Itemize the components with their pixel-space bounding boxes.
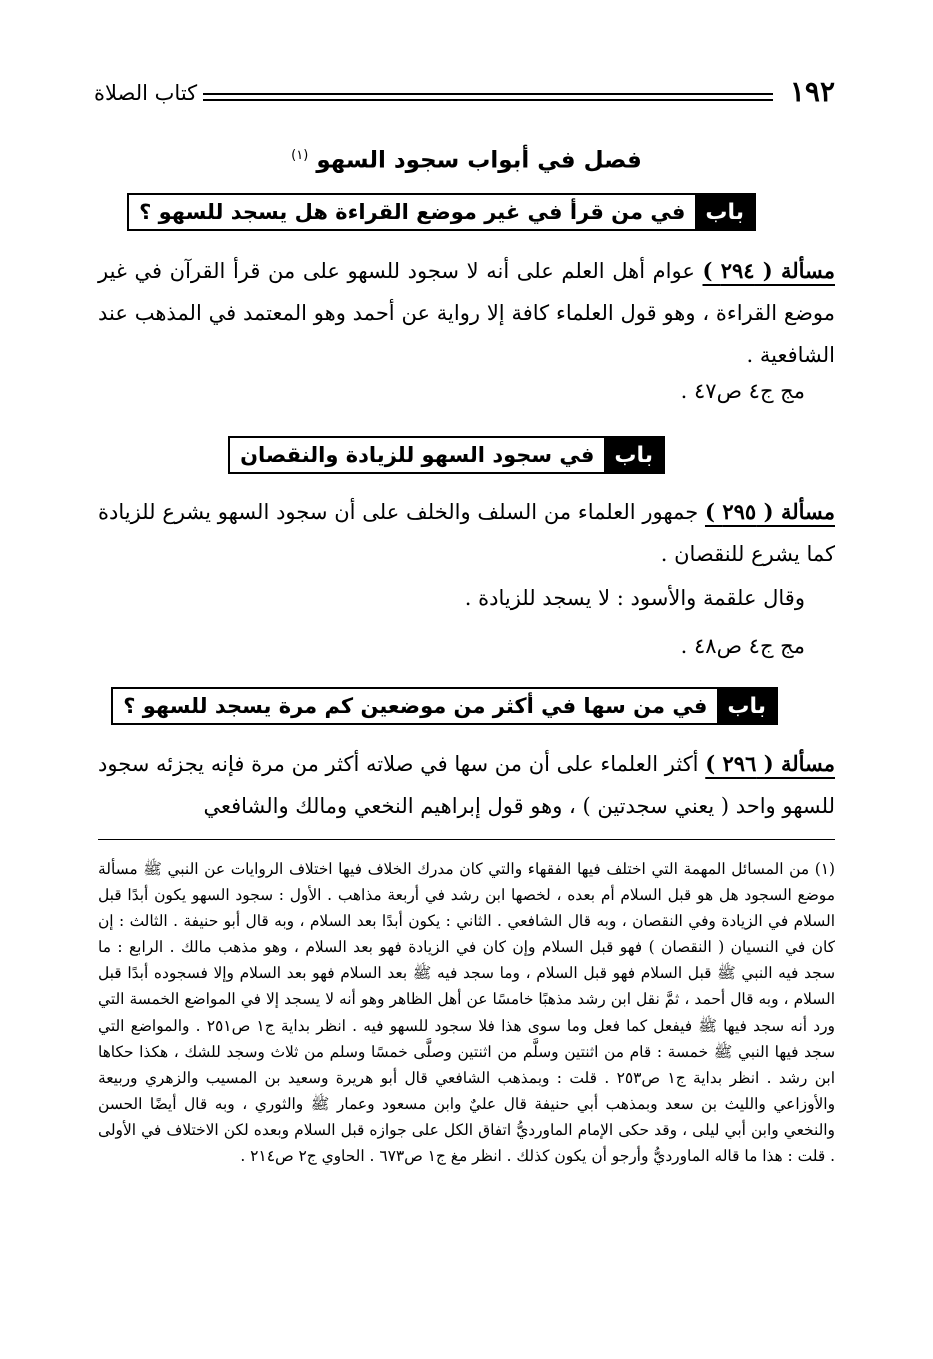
reference-1: مج ج٤ ص٤٧ .: [680, 379, 805, 403]
footnote-separator: [98, 839, 835, 840]
section-title: في سجود السهو للزيادة والنقصان: [240, 443, 595, 467]
reference-2: مج ج٤ ص٤٨ .: [680, 634, 805, 658]
chapter-heading: [0, 138, 933, 179]
question-paragraph-3: [98, 743, 835, 827]
question-paragraph-1: [98, 250, 835, 376]
question-text: جمهور العلماء من السلف والخلف على أن سجود السهو يشرع للزيادة كما يشرع للنقصان .: [98, 500, 835, 566]
question-text: أكثر العلماء على أن من سها في صلاته أكثر من مرة فإنه يجزئه سجود للسهو واحد ( يعني سجدتين ) ، وهو قول إبراهيم النخعي ومالك والشافعي: [98, 752, 835, 818]
extra-line-2: وقال علقمة والأسود : لا يسجد للزيادة .: [464, 586, 805, 610]
question-paragraph-2: [98, 491, 835, 575]
section-box-2: [228, 436, 665, 474]
section-box-1: [127, 193, 756, 231]
chapter-footnote-mark: (١): [291, 148, 309, 163]
question-text: عوام أهل العلم على أنه لا سجود للسهو على من قرأ القرآن في غير موضع القراءة ، وهو قول العلماء كافة إلا رواية عن أحمد وهو المعتمد في المذهب عند الشافعية .: [98, 259, 835, 367]
running-header-title: كتاب الصلاة: [94, 81, 198, 105]
question-label: مسألة ( ٢٩٦ ): [705, 751, 835, 776]
section-tag: باب: [695, 195, 754, 229]
section-tag: باب: [717, 689, 776, 723]
section-title: في من قرأ في غير موضع القراءة هل يسجد للسهو ؟: [139, 200, 686, 224]
question-label: مسألة ( ٢٩٥ ): [704, 499, 835, 524]
footnote: (١) من المسائل المهمة التي اختلف فيها الفقهاء والتي كان مدرك الخلاف فيها اختلاف الروايات عن النبي ﷺ مسألة موضع السجود هل هو قبل السلام أم بعده ، لخصها ابن رشد في أربعة مذاهب . الأول : سجود السهو يكون أبدًا قبل السلام في الزيادة وفي النقصان ، وبه قال الشافعي . الثاني : يكون أبدًا بعد السلام ، وبه قال أبو حنيفة . الثالث : إن كان في النسيان ( النقصان ) فهو قبل السلام وإن كان في الزيادة فهو بعد السلام ، وهو مذهب مالك . الرابع : ما سجد فيه النبي ﷺ قبل السلام فهو قبل السلام ، وما سجد فيه ﷺ بعد السلام فهو بعد السلام وإلا فسجوده أبدًا قبل السلام ، وبه قال أحمد ، ثمَّ نقل ابن رشد مذهبًا خامسًا عن أهل الظاهر وهو أنه لا يسجد إلا في المواضع الخمسة التي ورد أنه سجد فيها ﷺ فيفعل كما فعل وما سوى هذا فلا سجود للسهو فيه . انظر بداية ج١ ص٢٥١ . والمواضع التي سجد فيها النبي ﷺ خمسة : قام من اثنتين وسلَّم من اثنتين وصلَّى خمسًا وسلم من ثلاث وسجد للشك ، هكذا حكاها ابن رشد . انظر بداية ج١ ص٢٥٣ . قلت : وبمذهب الشافعي قال أبو هريرة وسعيد بن المسيب والزهري وربيعة والأوزاعي والليث بن سعد وبمذهب أبي حنيفة قال عليٌ وابن مسعود وعمار ﷺ والثوري ، وبه قال أيضًا الحسن والنخعي وابن أبي ليلى ، وقد حكى الإمام الماورديُّ اتفاق الكل على جوازه قبل السلام وبعده لكن الاختلاف في الأولى . قلت : هذا ما قاله الماورديُّ وأرجو أن يكون كذلك . انظر مغ ج١ ص٦٧٣ . الحاوي ج٢ ص٢١٤ .: [98, 860, 835, 1166]
section-box-3: [111, 687, 778, 725]
question-label: مسألة ( ٢٩٤ ): [702, 258, 835, 283]
header-double-rule: [203, 93, 773, 95]
section-title: في من سها في أكثر من موضعين كم مرة يسجد للسهو ؟: [123, 694, 708, 718]
page-number: ١٩٢: [789, 75, 835, 108]
section-tag: باب: [604, 438, 663, 472]
chapter-title: فصل في أبواب سجود السهو: [316, 147, 642, 174]
